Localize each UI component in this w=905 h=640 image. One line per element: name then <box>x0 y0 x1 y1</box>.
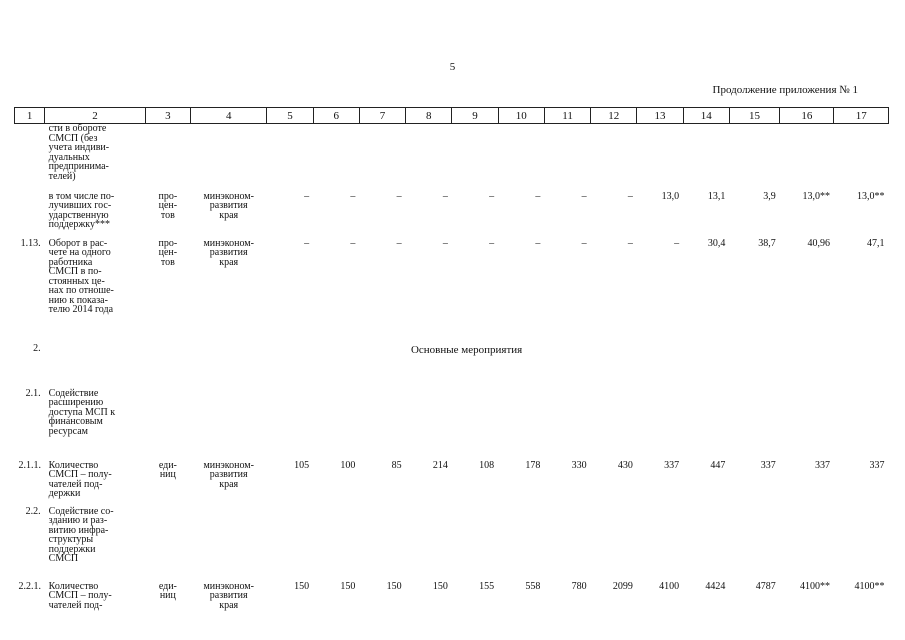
indicator-name <box>45 124 146 192</box>
value-cell <box>729 507 779 582</box>
section-title: Основные мероприятия <box>410 343 523 356</box>
indicator-line: чателей под- <box>48 478 103 490</box>
table-row <box>15 461 889 507</box>
table-row <box>15 239 889 344</box>
indicator-line: нах по отноше- <box>48 285 114 296</box>
indicator-line: учета индиви- <box>48 142 110 153</box>
responsible-line: развития <box>209 247 248 258</box>
unit-line: цен- <box>158 247 178 258</box>
indicator-line: телей) <box>48 170 76 182</box>
value-cell <box>498 124 544 192</box>
value-cell <box>544 389 590 461</box>
value-cell <box>359 507 405 582</box>
indicator-line: в том числе по- <box>48 190 115 202</box>
value-cell <box>359 389 405 461</box>
column-header-6: 6 <box>313 108 359 124</box>
value-cell: 13,0** <box>802 190 830 202</box>
value-cell: 178 <box>525 459 541 471</box>
value-cell <box>406 124 452 192</box>
value-cell: – <box>627 190 633 202</box>
unit-line: тов <box>160 209 175 221</box>
responsible-line: края <box>219 209 239 221</box>
value-cell: 4100** <box>854 580 885 592</box>
indicator-line: Содействие со- <box>48 505 114 517</box>
column-header-2: 2 <box>45 108 146 124</box>
column-header-8: 8 <box>406 108 452 124</box>
indicator-name <box>45 507 146 582</box>
column-header-9: 9 <box>452 108 498 124</box>
value-cell <box>267 507 313 582</box>
value-cell <box>544 124 590 192</box>
unit-line: еди- <box>158 459 177 471</box>
value-cell: – <box>489 190 495 202</box>
value-cell <box>637 507 683 582</box>
responsible-line: минэконом- <box>203 237 254 249</box>
column-header-11: 11 <box>544 108 590 124</box>
value-cell <box>591 507 637 582</box>
continuation-label: Продолжение приложения № 1 <box>712 84 858 96</box>
value-cell: 38,7 <box>758 237 776 249</box>
value-cell: – <box>442 237 448 249</box>
indicator-line: витию инфра- <box>48 524 109 536</box>
value-cell: 337 <box>814 459 830 471</box>
indicator-line: структуры <box>48 534 94 545</box>
row-number: 2.1. <box>25 387 41 399</box>
column-header-17: 17 <box>834 108 889 124</box>
value-cell: 4100** <box>799 580 830 592</box>
indicator-name <box>45 239 146 344</box>
unit-cell <box>145 124 190 192</box>
unit-line: про- <box>158 237 178 249</box>
column-header-5: 5 <box>267 108 313 124</box>
row-number: 2.2. <box>25 505 41 517</box>
value-cell: – <box>442 190 448 202</box>
unit-line: цен- <box>158 200 178 211</box>
indicator-line: Количество <box>48 580 99 592</box>
value-cell: 780 <box>571 580 587 592</box>
value-cell: 558 <box>525 580 541 592</box>
value-cell: 30,4 <box>707 237 726 249</box>
responsible-line: развития <box>209 469 248 480</box>
value-cell: 13,1 <box>707 190 726 202</box>
value-cell: – <box>581 237 587 249</box>
page-number: 5 <box>449 61 456 73</box>
row-number: 2.2.1. <box>18 580 41 592</box>
column-header-12: 12 <box>591 108 637 124</box>
responsible-line: развития <box>209 590 248 601</box>
value-cell: 85 <box>391 459 402 471</box>
value-cell: 40,96 <box>807 237 830 249</box>
responsible-cell <box>190 582 266 622</box>
indicator-line: сти в обороте <box>48 123 107 134</box>
value-cell: 155 <box>479 580 495 592</box>
column-header-4: 4 <box>190 108 266 124</box>
value-cell: 447 <box>710 459 726 471</box>
data-table <box>14 107 889 622</box>
value-cell: 214 <box>432 459 448 471</box>
responsible-cell <box>190 239 266 344</box>
indicator-line: ударственную <box>48 209 109 221</box>
indicator-line: чателей под- <box>48 599 103 611</box>
indicator-line: СМСП в по- <box>48 266 102 277</box>
indicator-line: лучивших гос- <box>48 200 112 211</box>
value-cell <box>780 507 834 582</box>
value-cell: 330 <box>571 459 587 471</box>
indicator-line: поддержки <box>48 543 96 555</box>
column-header-14: 14 <box>683 108 729 124</box>
value-cell: – <box>396 237 402 249</box>
value-cell: – <box>304 237 310 249</box>
unit-cell <box>145 389 190 461</box>
value-cell: 3,9 <box>763 190 776 202</box>
unit-cell <box>145 507 190 582</box>
value-cell <box>406 507 452 582</box>
responsible-line: края <box>219 256 239 268</box>
responsible-cell <box>190 192 266 239</box>
value-cell: – <box>674 237 680 249</box>
indicator-name <box>45 192 146 239</box>
value-cell: 150 <box>340 580 356 592</box>
value-cell: 2099 <box>612 580 633 592</box>
column-header-16: 16 <box>780 108 834 124</box>
value-cell: – <box>396 190 402 202</box>
value-cell <box>834 124 889 192</box>
indicator-line: чете на одного <box>48 247 111 258</box>
value-cell: 337 <box>869 459 885 471</box>
table-row <box>15 124 889 192</box>
indicator-line: ресурсам <box>48 425 88 437</box>
value-cell: – <box>489 237 495 249</box>
value-cell: 100 <box>340 459 356 471</box>
responsible-line: края <box>219 599 239 611</box>
table-row <box>15 344 889 389</box>
value-cell: 4100 <box>659 580 680 592</box>
value-cell <box>452 124 498 192</box>
column-header-7: 7 <box>359 108 405 124</box>
value-cell <box>591 124 637 192</box>
value-cell <box>834 507 889 582</box>
indicator-line: дуальных <box>48 151 90 163</box>
value-cell: 430 <box>617 459 633 471</box>
value-cell: – <box>535 237 541 249</box>
indicator-name <box>45 389 146 461</box>
responsible-line: минэконом- <box>203 459 254 471</box>
unit-cell <box>145 582 190 622</box>
responsible-cell <box>190 461 266 507</box>
indicator-line: поддержку*** <box>48 219 110 230</box>
row-number: 2. <box>33 342 41 354</box>
indicator-line: работника <box>48 256 93 268</box>
row-number <box>15 124 45 192</box>
value-cell <box>267 389 313 461</box>
value-cell: 13,0 <box>661 190 680 202</box>
value-cell <box>591 389 637 461</box>
value-cell: 4424 <box>705 580 726 592</box>
value-cell: – <box>627 237 633 249</box>
value-cell: 13,0** <box>857 190 885 202</box>
value-cell: – <box>581 190 587 202</box>
table-row <box>15 192 889 239</box>
indicator-line: доступа МСП к <box>48 406 116 418</box>
value-cell <box>313 389 359 461</box>
value-cell <box>544 507 590 582</box>
unit-line: тов <box>160 256 175 268</box>
indicator-line: СМСП – полу- <box>48 469 112 480</box>
unit-line: ниц <box>159 469 176 480</box>
column-header-15: 15 <box>729 108 779 124</box>
value-cell <box>498 507 544 582</box>
value-cell: 150 <box>432 580 448 592</box>
value-cell: 47,1 <box>867 237 885 249</box>
value-cell <box>637 124 683 192</box>
column-header-10: 10 <box>498 108 544 124</box>
value-cell: – <box>304 190 310 202</box>
value-cell <box>729 389 779 461</box>
responsible-line: минэконом- <box>203 190 254 202</box>
indicator-line: Количество <box>48 459 99 471</box>
value-cell <box>683 507 729 582</box>
responsible-line: края <box>219 478 239 490</box>
value-cell <box>637 389 683 461</box>
unit-cell <box>145 192 190 239</box>
responsible-cell <box>190 389 266 461</box>
value-cell <box>683 389 729 461</box>
indicator-line: финансовым <box>48 416 103 427</box>
indicator-name <box>45 582 146 622</box>
value-cell: 150 <box>386 580 402 592</box>
value-cell: 337 <box>760 459 776 471</box>
unit-cell <box>145 239 190 344</box>
indicator-name <box>45 461 146 507</box>
table-row <box>15 582 889 622</box>
indicator-line: стоянных це- <box>48 275 105 287</box>
unit-line: про- <box>158 190 178 202</box>
value-cell: 150 <box>294 580 310 592</box>
value-cell <box>780 389 834 461</box>
indicator-line: держки <box>48 488 81 499</box>
column-header-1: 1 <box>15 108 45 124</box>
value-cell <box>683 124 729 192</box>
responsible-line: развития <box>209 200 248 211</box>
value-cell <box>834 389 889 461</box>
indicator-line: расширению <box>48 397 104 408</box>
unit-line: еди- <box>158 580 177 592</box>
row-number: 1.13. <box>20 237 41 249</box>
indicator-line: зданию и раз- <box>48 515 108 526</box>
value-cell: 337 <box>664 459 680 471</box>
column-header-13: 13 <box>637 108 683 124</box>
indicator-line: СМСП (без <box>48 132 98 144</box>
indicator-line: нию к показа- <box>48 294 108 306</box>
value-cell <box>313 507 359 582</box>
value-cell: – <box>535 190 541 202</box>
indicator-line: предпринима- <box>48 161 109 172</box>
column-header-3: 3 <box>145 108 190 124</box>
header-row <box>15 108 889 124</box>
value-cell <box>406 389 452 461</box>
indicator-line: СМСП <box>48 553 79 564</box>
value-cell <box>359 124 405 192</box>
unit-line: ниц <box>159 590 176 601</box>
value-cell <box>729 124 779 192</box>
indicator-line: Оборот в рас- <box>48 237 108 249</box>
responsible-cell <box>190 124 266 192</box>
table-row <box>15 507 889 582</box>
value-cell <box>780 124 834 192</box>
value-cell <box>267 124 313 192</box>
responsible-line: минэконом- <box>203 580 254 592</box>
value-cell <box>498 389 544 461</box>
value-cell <box>452 389 498 461</box>
row-number <box>15 192 45 239</box>
table-row <box>15 389 889 461</box>
indicator-line: Содействие <box>48 387 99 399</box>
value-cell <box>313 124 359 192</box>
unit-cell <box>145 461 190 507</box>
value-cell: 4787 <box>755 580 776 592</box>
value-cell <box>452 507 498 582</box>
value-cell: – <box>350 237 356 249</box>
row-number: 2.1.1. <box>18 459 41 471</box>
value-cell: 108 <box>479 459 495 471</box>
value-cell: – <box>350 190 356 202</box>
indicator-line: телю 2014 года <box>48 304 114 315</box>
indicator-line: СМСП – полу- <box>48 590 112 601</box>
responsible-cell <box>190 507 266 582</box>
value-cell: 105 <box>294 459 310 471</box>
